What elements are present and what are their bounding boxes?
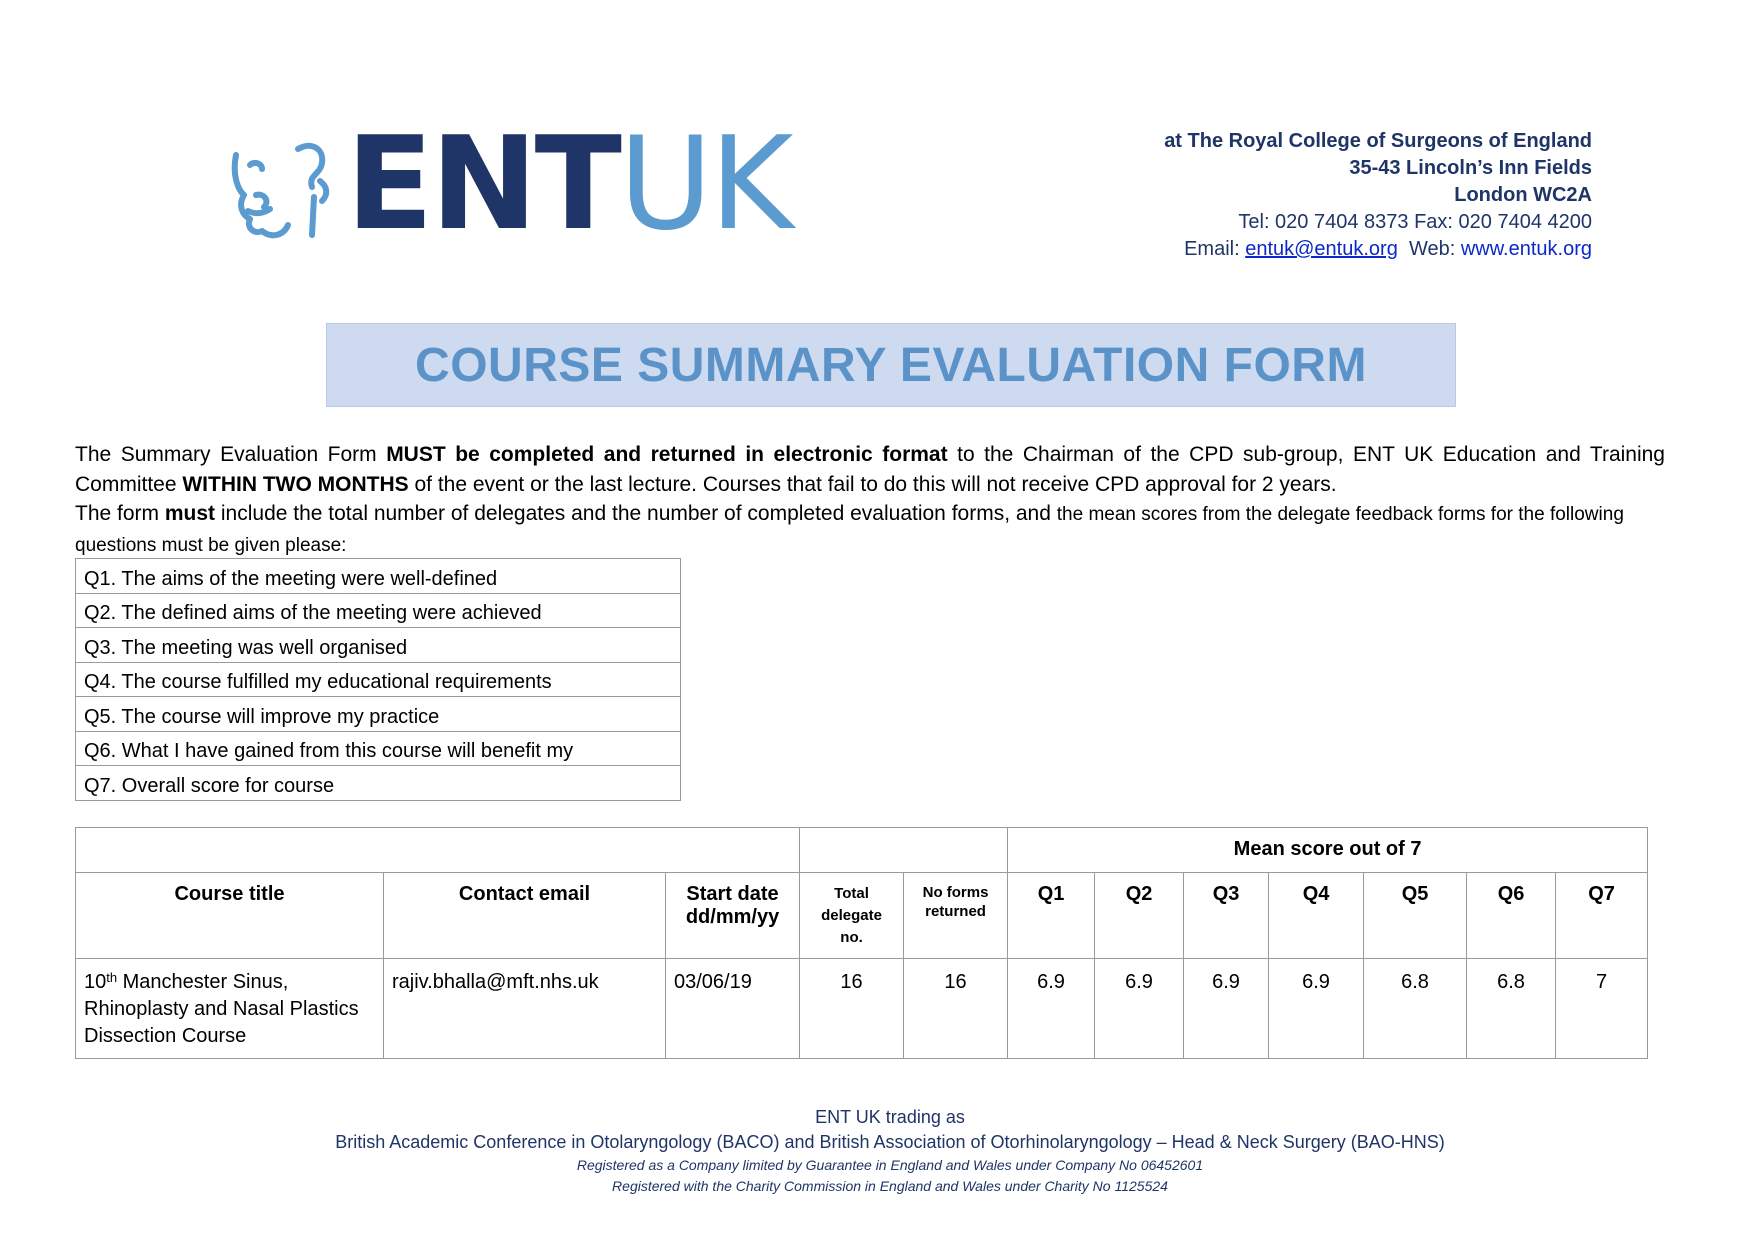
total-header-line-1: Total	[834, 885, 869, 902]
q1-header: Q1	[1008, 873, 1095, 959]
q7-header: Q7	[1556, 873, 1648, 959]
total-header-line-3: no.	[840, 929, 863, 946]
question-cell: Q1. The aims of the meeting were well-defined	[76, 559, 681, 594]
column-header-row	[76, 873, 1648, 959]
intro-p1-e: of the event or the last lecture. Courses that fail to do this will not receive CPD approval for 2 years.	[408, 472, 1337, 496]
empty-header-cell	[800, 828, 1008, 873]
q1-score-cell: 6.9	[1008, 959, 1095, 1059]
tel-fax-line: Tel: 020 7404 8373 Fax: 020 7404 4200	[1238, 211, 1592, 233]
question-row	[76, 697, 681, 732]
q6-header: Q6	[1467, 873, 1556, 959]
intro-p1-b: MUST be completed and returned in electronic format	[386, 443, 948, 466]
total-header-line-2: delegate	[821, 907, 882, 924]
logo-ent-text: ENT	[346, 110, 619, 259]
contact-email-header: Contact email	[384, 873, 666, 959]
question-row	[76, 731, 681, 766]
q5-header: Q5	[1364, 873, 1467, 959]
start-date-header	[666, 873, 800, 959]
questions-table	[75, 558, 681, 801]
question-cell: Q4. The course fulfilled my educational requirements	[76, 662, 681, 697]
forms-returned-cell: 16	[904, 959, 1008, 1059]
start-date-header-line-2: dd/mm/yy	[685, 906, 780, 928]
intro-p1-d: WITHIN TWO MONTHS	[182, 472, 409, 496]
mean-header-row	[76, 828, 1648, 873]
footer	[0, 1105, 1754, 1197]
q5-score-cell: 6.8	[1364, 959, 1467, 1059]
contact-email-cell: rajiv.bhalla@mft.nhs.uk	[384, 959, 666, 1059]
address-block	[1164, 128, 1592, 263]
course-title-header: Course title	[76, 873, 384, 959]
email-label: Email:	[1184, 238, 1246, 260]
total-delegate-cell: 16	[800, 959, 904, 1059]
empty-header-cell	[76, 828, 800, 873]
forms-returned-header	[904, 873, 1008, 959]
score-table	[75, 827, 1648, 1059]
start-date-cell: 03/06/19	[666, 959, 800, 1059]
forms-header-line-2: returned	[925, 903, 986, 920]
question-cell: Q2. The defined aims of the meeting were achieved	[76, 593, 681, 628]
total-delegate-header	[800, 873, 904, 959]
question-cell: Q7. Overall score for course	[76, 766, 681, 801]
logo-uk-text: UK	[618, 110, 791, 259]
title-banner	[326, 323, 1456, 407]
course-number-suffix: th	[106, 970, 118, 985]
footer-line-1: ENT UK trading as	[815, 1107, 965, 1127]
footer-line-3: Registered as a Company limited by Guarantee in England and Wales under Company No 06452601	[576, 1157, 1204, 1173]
intro-p1-a: The Summary Evaluation Form	[75, 443, 387, 466]
intro-paragraph-2	[75, 499, 1665, 560]
course-title-cell	[76, 959, 384, 1059]
intro-p2-b: must	[164, 502, 216, 525]
q3-score-cell: 6.9	[1184, 959, 1269, 1059]
page-title: COURSE SUMMARY EVALUATION FORM	[415, 338, 1367, 392]
start-date-header-line-1: Start date	[686, 883, 779, 905]
intro-p2-c: include the total number of delegates and the number of completed evaluation forms, and	[215, 502, 1057, 525]
course-number: 10	[84, 971, 107, 993]
email-link[interactable]: entuk@entuk.org	[1245, 238, 1398, 260]
intro-p2-a: The form	[75, 502, 165, 525]
question-cell: Q3. The meeting was well organised	[76, 628, 681, 663]
question-row	[76, 766, 681, 801]
table-row	[76, 959, 1648, 1059]
web-label: Web:	[1397, 238, 1461, 260]
question-cell: Q6. What I have gained from this course will benefit my	[76, 731, 681, 766]
q6-score-cell: 6.8	[1467, 959, 1556, 1059]
course-name: Manchester Sinus, Rhinoplasty and Nasal Plastics Dissection Course	[84, 971, 359, 1047]
footer-line-2: British Academic Conference in Otolaryngology (BACO) and British Association of Otorhinolaryngology – Head & Neck Surgery (BAO-HNS)	[335, 1132, 1445, 1152]
footer-line-4: Registered with the Charity Commission in England and Wales under Charity No 1125524	[612, 1178, 1168, 1194]
q4-score-cell: 6.9	[1269, 959, 1364, 1059]
intro-p2-d: the mean scores from the delegate feedback forms for the following questions must be given please:	[75, 504, 1624, 556]
q7-score-cell: 7	[1556, 959, 1648, 1059]
logo-wordmark	[346, 110, 791, 259]
intro-text	[75, 440, 1665, 560]
forms-header-line-1: No forms	[922, 884, 989, 901]
address-line-2: 35-43 Lincoln’s Inn Fields	[1349, 157, 1592, 179]
question-row	[76, 593, 681, 628]
question-cell: Q5. The course will improve my practice	[76, 697, 681, 732]
question-row	[76, 628, 681, 663]
web-link[interactable]: www.entuk.org	[1460, 238, 1592, 260]
intro-paragraph-1	[75, 440, 1665, 499]
question-row	[76, 559, 681, 594]
q4-header: Q4	[1269, 873, 1364, 959]
q3-header: Q3	[1184, 873, 1269, 959]
address-line-1: at The Royal College of Surgeons of England	[1164, 130, 1592, 152]
intro-p1-c: to the Chairman of the CPD sub-group, ENT UK Education and Training Committee	[75, 443, 1665, 496]
mean-score-header: Mean score out of 7	[1008, 828, 1648, 873]
q2-header: Q2	[1095, 873, 1184, 959]
q2-score-cell: 6.9	[1095, 959, 1184, 1059]
face-profile-logo-icon	[228, 135, 343, 247]
entuk-logo	[228, 110, 791, 259]
email-web-line	[1164, 236, 1592, 263]
address-line-3: London WC2A	[1454, 184, 1592, 206]
question-row	[76, 662, 681, 697]
